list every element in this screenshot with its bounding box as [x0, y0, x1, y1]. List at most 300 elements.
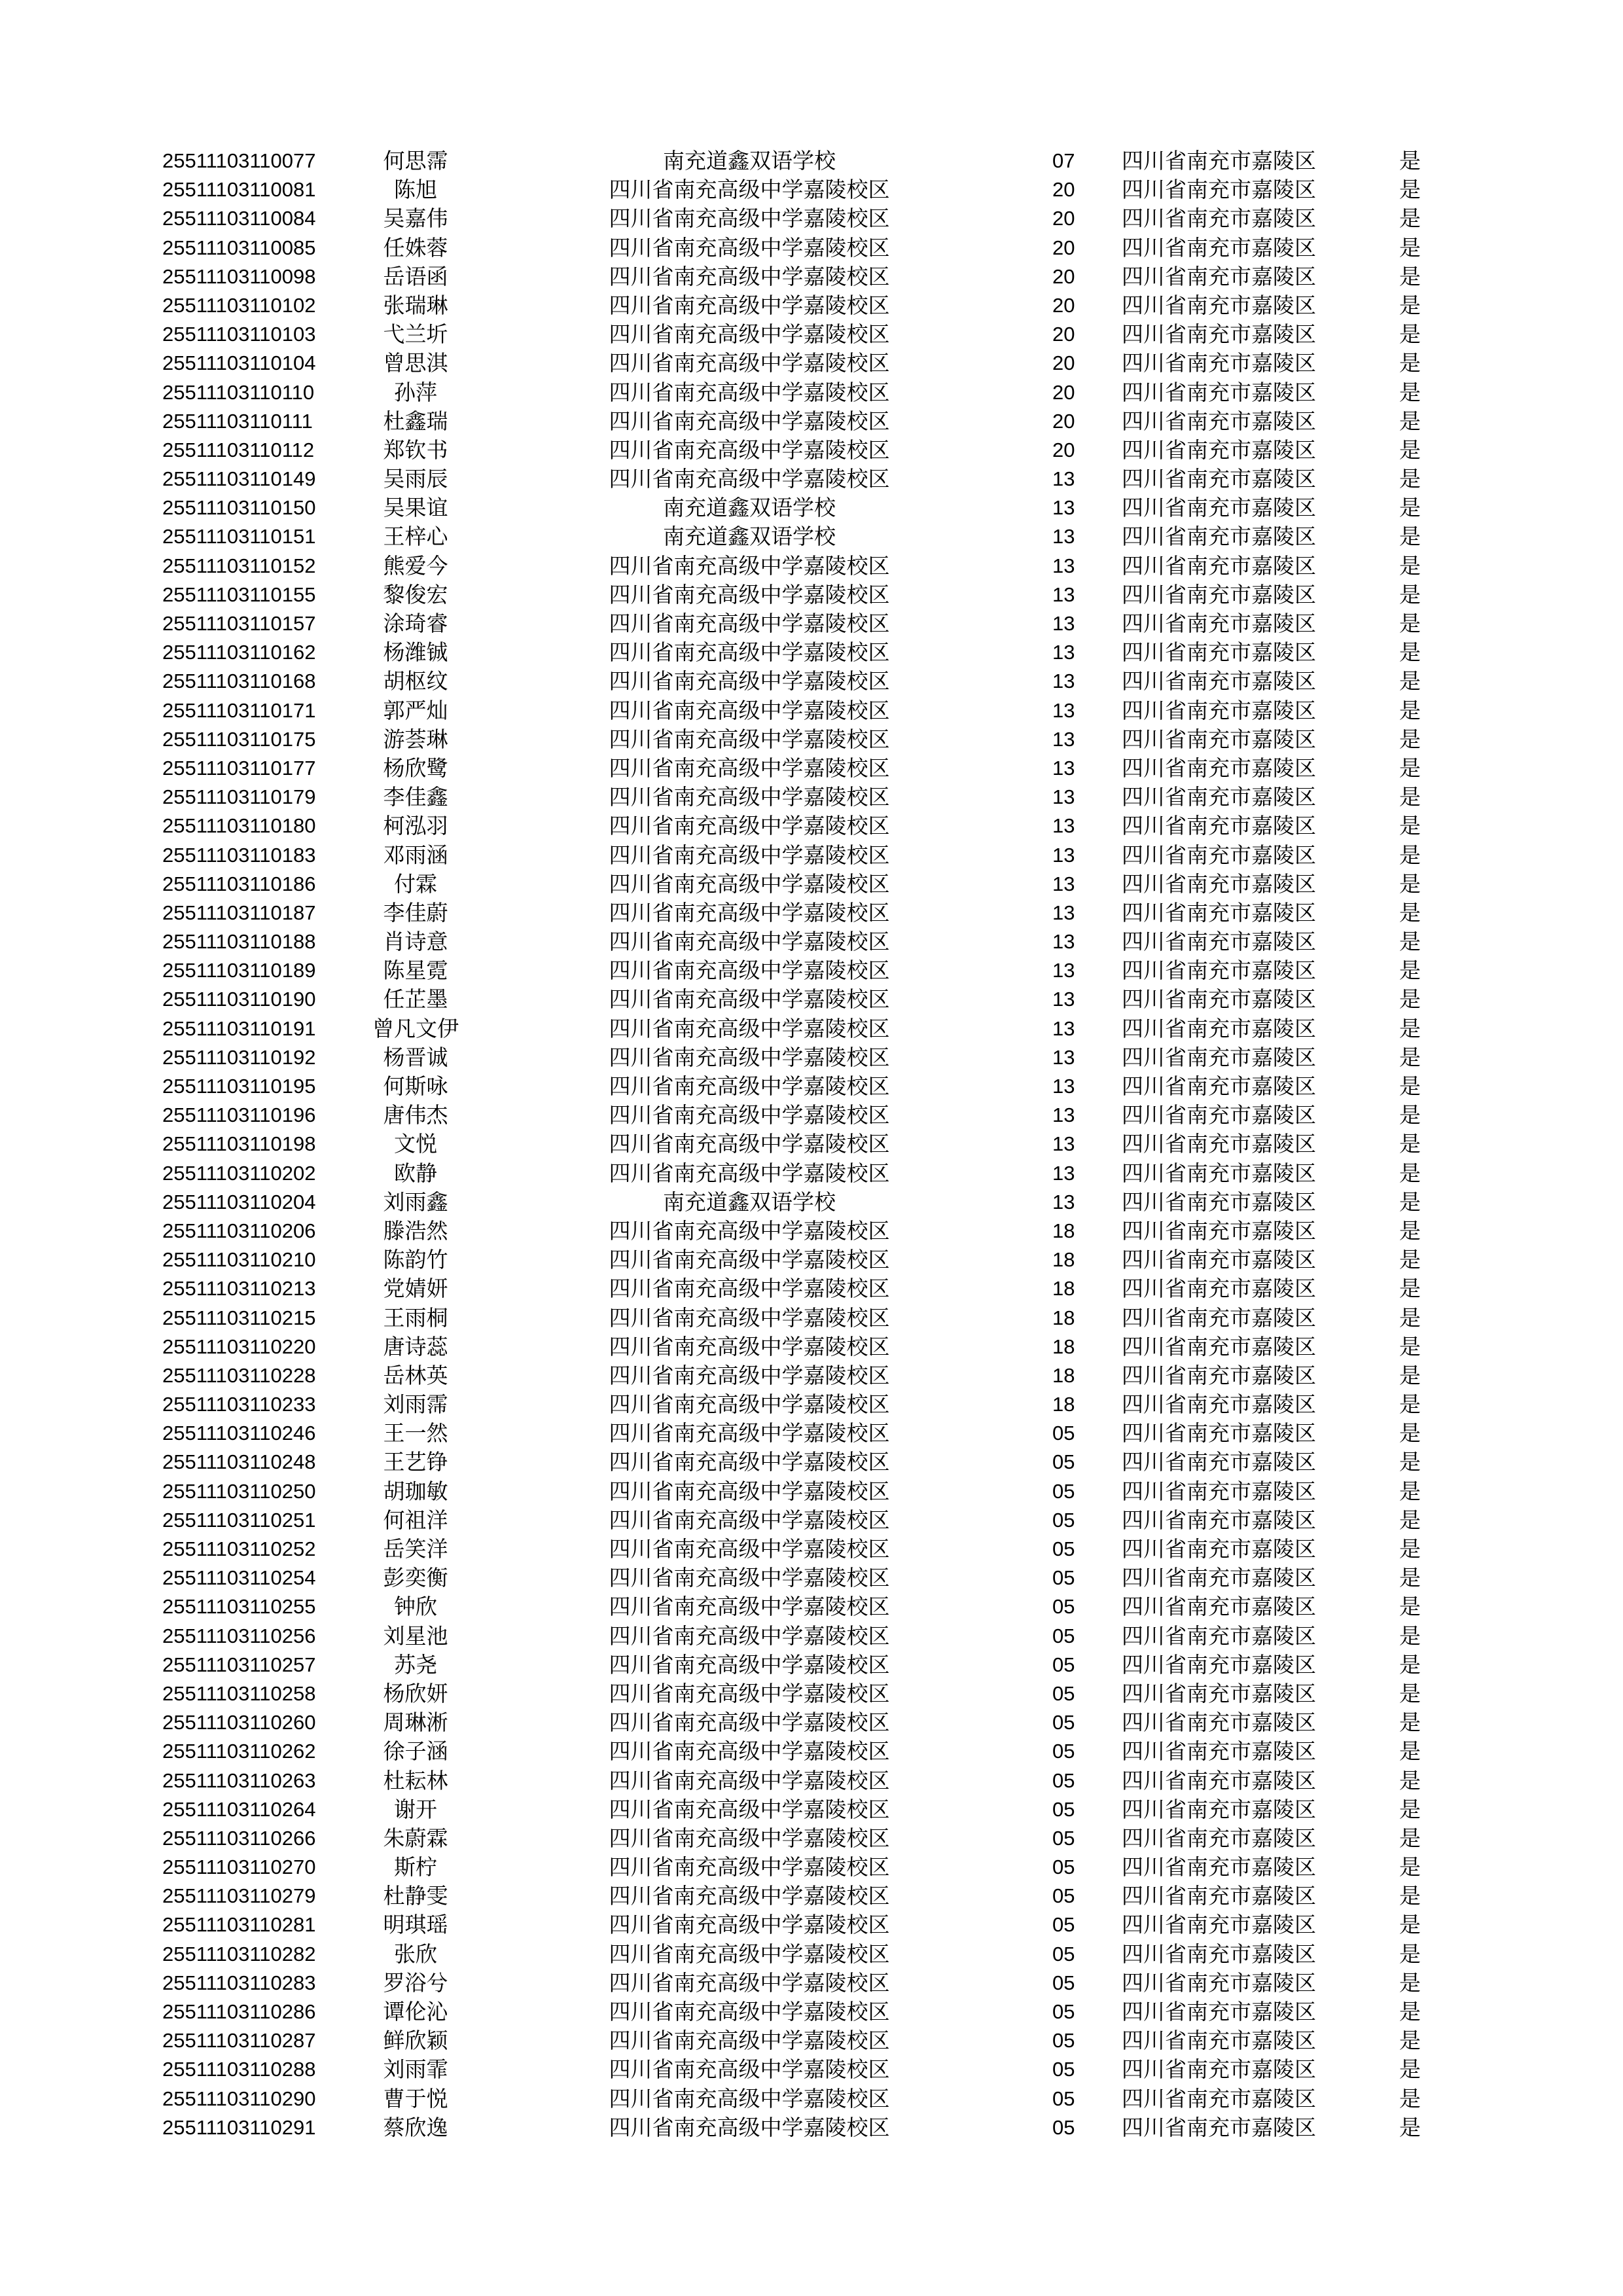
status-flag-cell: 是 [1399, 1854, 1421, 1880]
status-flag-cell: 是 [1399, 1912, 1421, 1938]
class-code-cell: 05 [1052, 2115, 1075, 2139]
status-flag-cell: 是 [1399, 1131, 1421, 1157]
status-flag-cell: 是 [1399, 206, 1421, 232]
school-cell: 四川省南充高级中学嘉陵校区 [609, 958, 890, 984]
exam-number-cell: 25511103110258 [162, 1681, 316, 1705]
status-flag-cell: 是 [1399, 350, 1421, 376]
class-code-cell: 13 [1052, 583, 1075, 606]
school-cell: 四川省南充高级中学嘉陵校区 [609, 755, 890, 781]
table-row [0, 1535, 1623, 1564]
class-code-cell: 05 [1052, 1508, 1075, 1532]
student-name-cell: 何思霈 [383, 148, 448, 173]
status-flag-cell: 是 [1399, 552, 1421, 579]
student-name-cell: 任芷墨 [383, 986, 448, 1013]
exam-number-cell: 25511103110270 [162, 1856, 316, 1879]
school-cell: 四川省南充高级中学嘉陵校区 [609, 437, 890, 463]
region-cell: 四川省南充市嘉陵区 [1122, 1999, 1316, 2024]
school-cell: 四川省南充高级中学嘉陵校区 [609, 1796, 890, 1822]
table-row [0, 349, 1623, 378]
status-flag-cell: 是 [1399, 292, 1421, 318]
status-flag-cell: 是 [1399, 668, 1421, 694]
status-flag-cell: 是 [1399, 1710, 1421, 1736]
table-row [0, 783, 1623, 812]
school-cell: 四川省南充高级中学嘉陵校区 [609, 1883, 890, 1909]
school-cell: 四川省南充高级中学嘉陵校区 [609, 1536, 890, 1562]
class-code-cell: 13 [1052, 612, 1075, 635]
school-cell: 四川省南充高级中学嘉陵校区 [609, 1594, 890, 1620]
status-flag-cell: 是 [1399, 899, 1421, 925]
class-code-cell: 13 [1052, 930, 1075, 954]
class-code-cell: 05 [1052, 2029, 1075, 2053]
region-cell: 四川省南充市嘉陵区 [1122, 1680, 1316, 1706]
status-flag-cell: 是 [1399, 870, 1421, 897]
status-flag-cell: 是 [1399, 581, 1421, 607]
exam-number-cell: 25511103110150 [162, 496, 316, 520]
school-cell: 南充道鑫双语学校 [663, 495, 836, 521]
student-name-cell: 杜耘林 [383, 1767, 448, 1793]
student-name-cell: 陈星霓 [383, 958, 448, 984]
exam-number-cell: 25511103110103 [162, 323, 316, 346]
table-row [0, 581, 1623, 609]
student-name-cell: 唐诗蕊 [383, 1333, 448, 1359]
school-cell: 四川省南充高级中学嘉陵校区 [609, 813, 890, 839]
student-name-cell: 陈韵竹 [383, 1247, 448, 1273]
school-cell: 四川省南充高级中学嘉陵校区 [609, 1623, 890, 1649]
roster-table [0, 147, 1623, 2142]
region-cell: 四川省南充市嘉陵区 [1122, 177, 1316, 203]
class-code-cell: 18 [1052, 1363, 1075, 1387]
table-row [0, 1506, 1623, 1535]
student-name-cell: 明琪瑶 [383, 1912, 448, 1938]
region-cell: 四川省南充市嘉陵区 [1122, 1247, 1316, 1273]
status-flag-cell: 是 [1399, 1738, 1421, 1765]
school-cell: 四川省南充高级中学嘉陵校区 [609, 1969, 890, 1996]
status-flag-cell: 是 [1399, 611, 1421, 636]
table-row [0, 985, 1623, 1014]
school-cell: 四川省南充高级中学嘉陵校区 [609, 726, 890, 752]
school-cell: 四川省南充高级中学嘉陵校区 [609, 1565, 890, 1591]
exam-number-cell: 25511103110098 [162, 264, 316, 288]
status-flag-cell: 是 [1399, 2114, 1421, 2140]
exam-number-cell: 25511103110151 [162, 525, 316, 548]
exam-number-cell: 25511103110155 [162, 583, 316, 606]
region-cell: 四川省南充市嘉陵区 [1122, 581, 1316, 607]
student-name-cell: 何斯咏 [383, 1073, 448, 1099]
region-cell: 四川省南充市嘉陵区 [1122, 1304, 1316, 1331]
table-row [0, 436, 1623, 465]
student-name-cell: 游荟琳 [383, 726, 448, 752]
class-code-cell: 05 [1052, 1711, 1075, 1734]
status-flag-cell: 是 [1399, 1478, 1421, 1504]
class-code-cell: 13 [1052, 959, 1075, 982]
exam-number-cell: 25511103110220 [162, 1335, 316, 1358]
student-name-cell: 陈旭 [394, 177, 437, 203]
student-name-cell: 苏尧 [394, 1651, 437, 1677]
student-name-cell: 王艺铮 [383, 1449, 448, 1475]
table-row [0, 1910, 1623, 1939]
exam-number-cell: 25511103110262 [162, 1740, 316, 1763]
table-row [0, 1795, 1623, 1824]
school-cell: 四川省南充高级中学嘉陵校区 [609, 234, 890, 260]
student-name-cell: 钟欣 [394, 1594, 437, 1620]
region-cell: 四川省南充市嘉陵区 [1122, 1073, 1316, 1099]
status-flag-cell: 是 [1399, 726, 1421, 752]
student-name-cell: 杨欣妍 [383, 1680, 448, 1706]
school-cell: 四川省南充高级中学嘉陵校区 [609, 870, 890, 897]
class-code-cell: 18 [1052, 1248, 1075, 1272]
class-code-cell: 13 [1052, 1075, 1075, 1098]
school-cell: 四川省南充高级中学嘉陵校区 [609, 206, 890, 232]
region-cell: 四川省南充市嘉陵区 [1122, 1333, 1316, 1359]
class-code-cell: 05 [1052, 1681, 1075, 1705]
region-cell: 四川省南充市嘉陵区 [1122, 1710, 1316, 1736]
school-cell: 四川省南充高级中学嘉陵校区 [609, 1680, 890, 1706]
exam-number-cell: 25511103110104 [162, 351, 316, 375]
exam-number-cell: 25511103110282 [162, 1942, 316, 1965]
status-flag-cell: 是 [1399, 1044, 1421, 1070]
student-name-cell: 王梓心 [383, 524, 448, 550]
status-flag-cell: 是 [1399, 784, 1421, 810]
status-flag-cell: 是 [1399, 1449, 1421, 1475]
class-code-cell: 18 [1052, 1335, 1075, 1358]
status-flag-cell: 是 [1399, 1304, 1421, 1331]
exam-number-cell: 25511103110112 [162, 438, 315, 461]
status-flag-cell: 是 [1399, 755, 1421, 781]
status-flag-cell: 是 [1399, 408, 1421, 434]
status-flag-cell: 是 [1399, 1073, 1421, 1099]
status-flag-cell: 是 [1399, 1651, 1421, 1677]
region-cell: 四川省南充市嘉陵区 [1122, 1969, 1316, 1996]
school-cell: 四川省南充高级中学嘉陵校区 [609, 1391, 890, 1418]
exam-number-cell: 25511103110255 [162, 1595, 316, 1619]
exam-number-cell: 25511103110149 [162, 467, 316, 491]
table-row [0, 754, 1623, 783]
class-code-cell: 13 [1052, 756, 1075, 780]
region-cell: 四川省南充市嘉陵区 [1122, 1478, 1316, 1504]
status-flag-cell: 是 [1399, 1565, 1421, 1591]
table-row [0, 1101, 1623, 1130]
school-cell: 南充道鑫双语学校 [663, 148, 836, 173]
student-name-cell: 吴嘉伟 [383, 206, 448, 232]
exam-number-cell: 25511103110251 [162, 1508, 316, 1532]
region-cell: 四川省南充市嘉陵区 [1122, 1941, 1316, 1967]
table-row [0, 1159, 1623, 1188]
exam-number-cell: 25511103110257 [162, 1653, 316, 1676]
class-code-cell: 13 [1052, 525, 1075, 548]
region-cell: 四川省南充市嘉陵区 [1122, 813, 1316, 839]
table-row [0, 1448, 1623, 1477]
school-cell: 四川省南充高级中学嘉陵校区 [609, 1912, 890, 1938]
exam-number-cell: 25511103110162 [162, 641, 316, 664]
status-flag-cell: 是 [1399, 1217, 1421, 1244]
exam-number-cell: 25511103110283 [162, 1971, 316, 1994]
region-cell: 四川省南充市嘉陵区 [1122, 697, 1316, 723]
school-cell: 四川省南充高级中学嘉陵校区 [609, 292, 890, 318]
student-name-cell: 刘雨霈 [383, 1391, 448, 1418]
status-flag-cell: 是 [1399, 2085, 1421, 2111]
exam-number-cell: 25511103110110 [162, 380, 315, 404]
table-row [0, 1708, 1623, 1737]
exam-number-cell: 25511103110077 [162, 149, 316, 172]
class-code-cell: 05 [1052, 1768, 1075, 1792]
student-name-cell: 彭奕衡 [383, 1565, 448, 1591]
region-cell: 四川省南充市嘉陵区 [1122, 611, 1316, 636]
student-name-cell: 唐伟杰 [383, 1102, 448, 1128]
region-cell: 四川省南充市嘉陵区 [1122, 437, 1316, 463]
table-row [0, 1998, 1623, 2026]
region-cell: 四川省南充市嘉陵区 [1122, 1131, 1316, 1157]
class-code-cell: 05 [1052, 1971, 1075, 1994]
status-flag-cell: 是 [1399, 1999, 1421, 2024]
student-name-cell: 王一然 [383, 1420, 448, 1446]
table-row [0, 1274, 1623, 1303]
class-code-cell: 13 [1052, 1132, 1075, 1156]
school-cell: 四川省南充高级中学嘉陵校区 [609, 1710, 890, 1736]
status-flag-cell: 是 [1399, 495, 1421, 521]
status-flag-cell: 是 [1399, 524, 1421, 550]
class-code-cell: 05 [1052, 1450, 1075, 1474]
table-row [0, 378, 1623, 407]
status-flag-cell: 是 [1399, 379, 1421, 405]
school-cell: 四川省南充高级中学嘉陵校区 [609, 1825, 890, 1851]
school-cell: 四川省南充高级中学嘉陵校区 [609, 321, 890, 348]
status-flag-cell: 是 [1399, 2056, 1421, 2083]
class-code-cell: 05 [1052, 1422, 1075, 1445]
school-cell: 四川省南充高级中学嘉陵校区 [609, 2056, 890, 2083]
status-flag-cell: 是 [1399, 697, 1421, 723]
region-cell: 四川省南充市嘉陵区 [1122, 1912, 1316, 1938]
class-code-cell: 13 [1052, 872, 1075, 895]
region-cell: 四川省南充市嘉陵区 [1122, 1276, 1316, 1302]
class-code-cell: 20 [1052, 351, 1075, 375]
school-cell: 四川省南充高级中学嘉陵校区 [609, 1131, 890, 1157]
exam-number-cell: 25511103110198 [162, 1132, 316, 1156]
region-cell: 四川省南充市嘉陵区 [1122, 842, 1316, 868]
class-code-cell: 13 [1052, 843, 1075, 867]
exam-number-cell: 25511103110179 [162, 785, 316, 809]
exam-number-cell: 25511103110186 [162, 872, 316, 895]
table-row [0, 234, 1623, 262]
table-row [0, 204, 1623, 233]
student-name-cell: 党婧妍 [383, 1276, 448, 1302]
exam-number-cell: 25511103110195 [162, 1075, 316, 1098]
exam-number-cell: 25511103110228 [162, 1363, 316, 1387]
region-cell: 四川省南充市嘉陵区 [1122, 1565, 1316, 1591]
student-name-cell: 熊爱今 [383, 552, 448, 579]
class-code-cell: 05 [1052, 1942, 1075, 1965]
class-code-cell: 05 [1052, 1826, 1075, 1850]
table-row [0, 1217, 1623, 1246]
status-flag-cell: 是 [1399, 1362, 1421, 1388]
status-flag-cell: 是 [1399, 1247, 1421, 1273]
class-code-cell: 13 [1052, 698, 1075, 722]
table-row [0, 899, 1623, 927]
region-cell: 四川省南充市嘉陵区 [1122, 495, 1316, 521]
school-cell: 四川省南充高级中学嘉陵校区 [609, 929, 890, 955]
status-flag-cell: 是 [1399, 1941, 1421, 1967]
class-code-cell: 13 [1052, 670, 1075, 693]
region-cell: 四川省南充市嘉陵区 [1122, 1420, 1316, 1446]
table-row [0, 1737, 1623, 1766]
school-cell: 四川省南充高级中学嘉陵校区 [609, 1767, 890, 1793]
school-cell: 四川省南充高级中学嘉陵校区 [609, 697, 890, 723]
region-cell: 四川省南充市嘉陵区 [1122, 1651, 1316, 1677]
table-row [0, 1246, 1623, 1274]
status-flag-cell: 是 [1399, 1420, 1421, 1446]
class-code-cell: 13 [1052, 1190, 1075, 1213]
table-row [0, 1882, 1623, 1910]
exam-number-cell: 25511103110183 [162, 843, 316, 867]
exam-number-cell: 25511103110187 [162, 901, 316, 924]
school-cell: 南充道鑫双语学校 [663, 1189, 836, 1215]
class-code-cell: 20 [1052, 293, 1075, 317]
student-name-cell: 涂琦睿 [383, 611, 448, 636]
exam-number-cell: 25511103110246 [162, 1422, 316, 1445]
table-row [0, 1767, 1623, 1795]
region-cell: 四川省南充市嘉陵区 [1122, 1854, 1316, 1880]
exam-number-cell: 25511103110213 [162, 1277, 316, 1300]
status-flag-cell: 是 [1399, 1507, 1421, 1533]
student-name-cell: 郑钦书 [383, 437, 448, 463]
region-cell: 四川省南充市嘉陵区 [1122, 1623, 1316, 1649]
school-cell: 四川省南充高级中学嘉陵校区 [609, 784, 890, 810]
class-code-cell: 13 [1052, 1103, 1075, 1127]
status-flag-cell: 是 [1399, 437, 1421, 463]
region-cell: 四川省南充市嘉陵区 [1122, 1015, 1316, 1041]
class-code-cell: 18 [1052, 1306, 1075, 1329]
status-flag-cell: 是 [1399, 148, 1421, 173]
status-flag-cell: 是 [1399, 321, 1421, 348]
student-name-cell: 徐子涵 [383, 1738, 448, 1765]
school-cell: 四川省南充高级中学嘉陵校区 [609, 1478, 890, 1504]
school-cell: 四川省南充高级中学嘉陵校区 [609, 1015, 890, 1041]
status-flag-cell: 是 [1399, 466, 1421, 492]
school-cell: 四川省南充高级中学嘉陵校区 [609, 2085, 890, 2111]
table-row [0, 407, 1623, 436]
student-name-cell: 杨欣鹭 [383, 755, 448, 781]
region-cell: 四川省南充市嘉陵区 [1122, 958, 1316, 984]
class-code-cell: 20 [1052, 264, 1075, 288]
status-flag-cell: 是 [1399, 1825, 1421, 1851]
status-flag-cell: 是 [1399, 1333, 1421, 1359]
class-code-cell: 13 [1052, 554, 1075, 577]
status-flag-cell: 是 [1399, 1969, 1421, 1996]
student-name-cell: 孙萍 [394, 379, 437, 405]
class-code-cell: 13 [1052, 1045, 1075, 1069]
student-name-cell: 刘雨霏 [383, 2056, 448, 2083]
class-code-cell: 20 [1052, 178, 1075, 202]
school-cell: 四川省南充高级中学嘉陵校区 [609, 639, 890, 666]
class-code-cell: 13 [1052, 1016, 1075, 1040]
table-row [0, 493, 1623, 522]
table-row [0, 291, 1623, 320]
school-cell: 四川省南充高级中学嘉陵校区 [609, 408, 890, 434]
school-cell: 四川省南充高级中学嘉陵校区 [609, 263, 890, 289]
table-row [0, 638, 1623, 667]
region-cell: 四川省南充市嘉陵区 [1122, 2114, 1316, 2140]
exam-number-cell: 25511103110081 [162, 178, 316, 202]
student-name-cell: 岳笑洋 [383, 1536, 448, 1562]
student-name-cell: 李佳蔚 [383, 899, 448, 925]
status-flag-cell: 是 [1399, 263, 1421, 289]
status-flag-cell: 是 [1399, 1796, 1421, 1822]
school-cell: 四川省南充高级中学嘉陵校区 [609, 2114, 890, 2140]
table-row [0, 522, 1623, 551]
status-flag-cell: 是 [1399, 1536, 1421, 1562]
exam-number-cell: 25511103110281 [162, 1913, 316, 1937]
table-row [0, 1622, 1623, 1651]
exam-number-cell: 25511103110204 [162, 1190, 316, 1213]
school-cell: 四川省南充高级中学嘉陵校区 [609, 842, 890, 868]
student-name-cell: 付霖 [394, 870, 437, 897]
region-cell: 四川省南充市嘉陵区 [1122, 2028, 1316, 2054]
exam-number-cell: 25511103110102 [162, 293, 316, 317]
school-cell: 四川省南充高级中学嘉陵校区 [609, 1941, 890, 1967]
table-row [0, 812, 1623, 840]
region-cell: 四川省南充市嘉陵区 [1122, 379, 1316, 405]
table-row [0, 1361, 1623, 1390]
student-name-cell: 周琳淅 [383, 1710, 448, 1736]
school-cell: 四川省南充高级中学嘉陵校区 [609, 1651, 890, 1677]
region-cell: 四川省南充市嘉陵区 [1122, 1217, 1316, 1244]
status-flag-cell: 是 [1399, 1767, 1421, 1793]
student-name-cell: 刘雨鑫 [383, 1189, 448, 1215]
class-code-cell: 13 [1052, 1161, 1075, 1185]
student-name-cell: 岳林英 [383, 1362, 448, 1388]
status-flag-cell: 是 [1399, 958, 1421, 984]
table-row [0, 1651, 1623, 1679]
region-cell: 四川省南充市嘉陵区 [1122, 1362, 1316, 1388]
student-name-cell: 岳语函 [383, 263, 448, 289]
exam-number-cell: 25511103110168 [162, 670, 316, 693]
student-name-cell: 弋兰圻 [383, 321, 448, 348]
student-name-cell: 谢开 [394, 1796, 437, 1822]
region-cell: 四川省南充市嘉陵区 [1122, 668, 1316, 694]
region-cell: 四川省南充市嘉陵区 [1122, 986, 1316, 1013]
class-code-cell: 20 [1052, 438, 1075, 461]
class-code-cell: 20 [1052, 409, 1075, 433]
exam-number-cell: 25511103110233 [162, 1393, 316, 1416]
region-cell: 四川省南充市嘉陵区 [1122, 726, 1316, 752]
class-code-cell: 18 [1052, 1393, 1075, 1416]
class-code-cell: 20 [1052, 380, 1075, 404]
class-code-cell: 18 [1052, 1219, 1075, 1242]
school-cell: 四川省南充高级中学嘉陵校区 [609, 552, 890, 579]
student-name-cell: 杨晋诚 [383, 1044, 448, 1070]
region-cell: 四川省南充市嘉陵区 [1122, 1767, 1316, 1793]
exam-number-cell: 25511103110189 [162, 959, 316, 982]
table-row [0, 1188, 1623, 1217]
region-cell: 四川省南充市嘉陵区 [1122, 234, 1316, 260]
class-code-cell: 05 [1052, 1566, 1075, 1590]
table-row [0, 2026, 1623, 2055]
region-cell: 四川省南充市嘉陵区 [1122, 1391, 1316, 1418]
student-name-cell: 曾思淇 [383, 350, 448, 376]
table-row [0, 552, 1623, 581]
region-cell: 四川省南充市嘉陵区 [1122, 1507, 1316, 1533]
region-cell: 四川省南充市嘉陵区 [1122, 784, 1316, 810]
table-row [0, 927, 1623, 956]
exam-number-cell: 25511103110250 [162, 1479, 316, 1503]
class-code-cell: 05 [1052, 1740, 1075, 1763]
exam-number-cell: 25511103110157 [162, 612, 316, 635]
student-name-cell: 柯泓羽 [383, 813, 448, 839]
region-cell: 四川省南充市嘉陵区 [1122, 1160, 1316, 1186]
class-code-cell: 05 [1052, 1479, 1075, 1503]
status-flag-cell: 是 [1399, 1160, 1421, 1186]
class-code-cell: 05 [1052, 1913, 1075, 1937]
class-code-cell: 05 [1052, 1797, 1075, 1821]
